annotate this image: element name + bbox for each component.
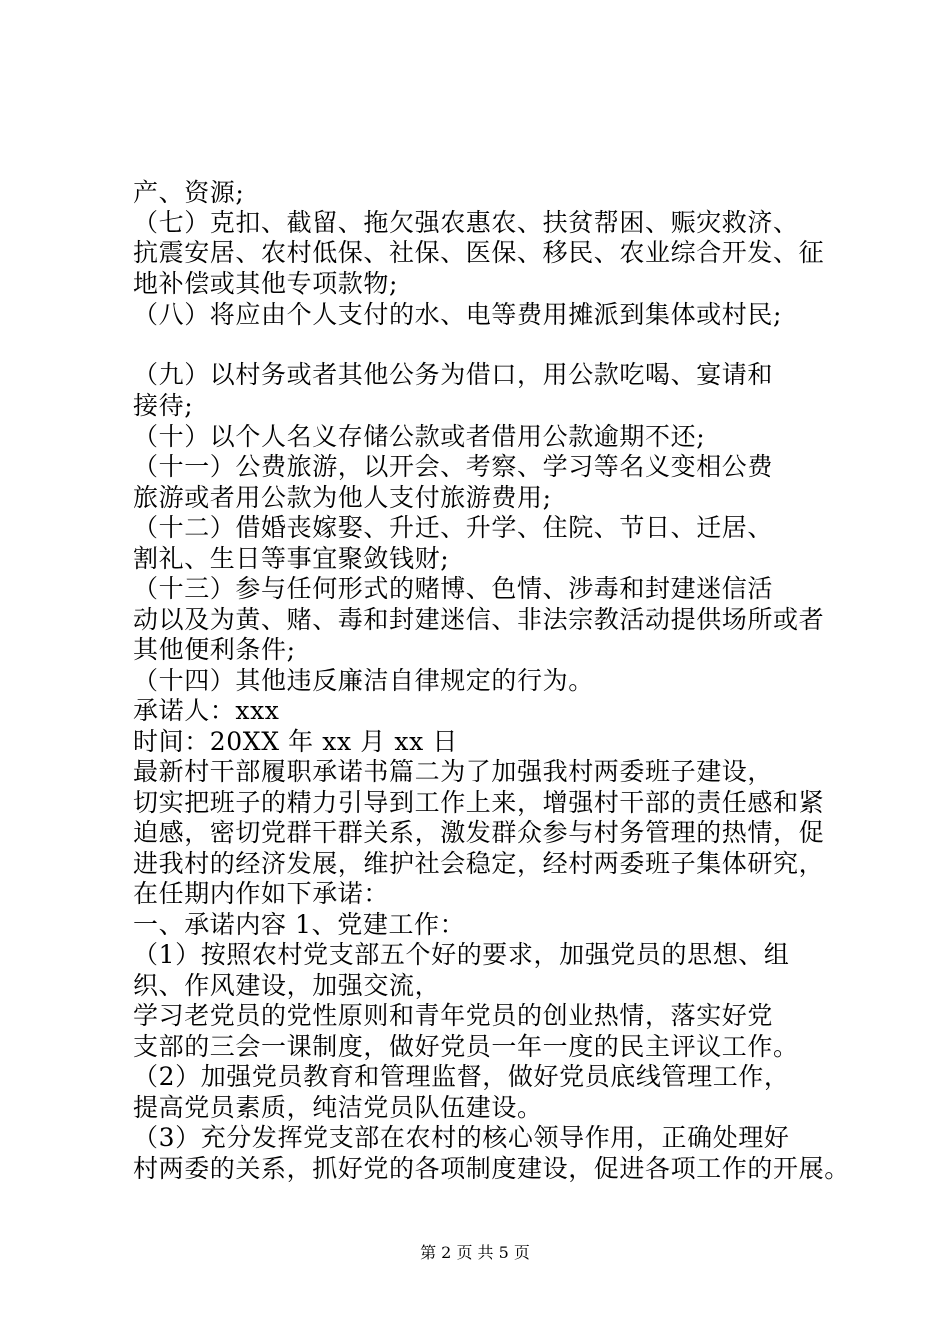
text-line: （2）加强党员教育和管理监督，做好党员底线管理工作， (133, 1062, 790, 1091)
text-line: 一、承诺内容 1、党建工作： (133, 910, 466, 939)
text-line: 织、作风建设，加强交流， (133, 971, 441, 1000)
text-line: （十一）公费旅游，以开会、考察、学习等名义变相公费 (133, 452, 774, 481)
text-line: 旅游或者用公款为他人支付旅游费用; (133, 483, 552, 512)
text-line: 进我村的经济发展，维护社会稳定，经村两委班子集体研究， (133, 849, 825, 878)
text-line: 接待; (133, 391, 194, 420)
text-line: （十四）其他违反廉洁自律规定的行为。 (133, 666, 594, 695)
text-line: （八）将应由个人支付的水、电等费用摊派到集体或村民; (133, 300, 783, 329)
text-line: 切实把班子的精力引导到工作上来，增强村干部的责任感和紧 (133, 788, 825, 817)
text-line: 迫感，密切党群干群关系，激发群众参与村务管理的热情，促 (133, 818, 825, 847)
text-line: （十二）借婚丧嫁娶、升迁、升学、住院、节日、迁居、 (133, 513, 774, 542)
text-line: 动以及为黄、赌、毒和封建迷信、非法宗教活动提供场所或者 (133, 605, 825, 634)
text-line: 最新村干部履职承诺书篇二为了加强我村两委班子建设， (133, 757, 774, 786)
text-line: 产、资源; (133, 178, 245, 207)
text-line: （七）克扣、截留、拖欠强农惠农、扶贫帮困、赈灾救济、 (133, 208, 799, 237)
text-line: 学习老党员的党性原则和青年党员的创业热情，落实好党 (133, 1001, 774, 1030)
text-line: 支部的三会一课制度，做好党员一年一度的民主评议工作。 (133, 1032, 799, 1061)
text-line: 在任期内作如下承诺： (133, 879, 390, 908)
text-line: 割礼、生日等事宜聚敛钱财; (133, 544, 450, 573)
text-line: （十三）参与任何形式的赌博、色情、涉毒和封建迷信活 (133, 574, 774, 603)
text-line: （3）充分发挥党支部在农村的核心领导作用，正确处理好 (133, 1123, 790, 1152)
text-line: 提高党员素质，纯洁党员队伍建设。 (133, 1093, 543, 1122)
text-line: 承诺人：xxx (133, 696, 280, 725)
text-line: 地补偿或其他专项款物; (133, 269, 399, 298)
text-line: 其他便利条件; (133, 635, 296, 664)
page-number-footer: 第 2 页 共 5 页 (420, 1243, 530, 1262)
text-line: （九）以村务或者其他公务为借口，用公款吃喝、宴请和 (133, 360, 774, 389)
text-line: 抗震安居、农村低保、社保、医保、移民、农业综合开发、征 (133, 238, 825, 267)
text-line: 时间：20XX 年 xx 月 xx 日 (133, 727, 458, 756)
text-line: （十）以个人名义存储公款或者借用公款逾期不还; (133, 422, 706, 451)
text-line: （1）按照农村党支部五个好的要求，加强党员的思想、组 (133, 940, 790, 969)
text-line: 村两委的关系，抓好党的各项制度建设，促进各项工作的开展。 (133, 1154, 850, 1183)
